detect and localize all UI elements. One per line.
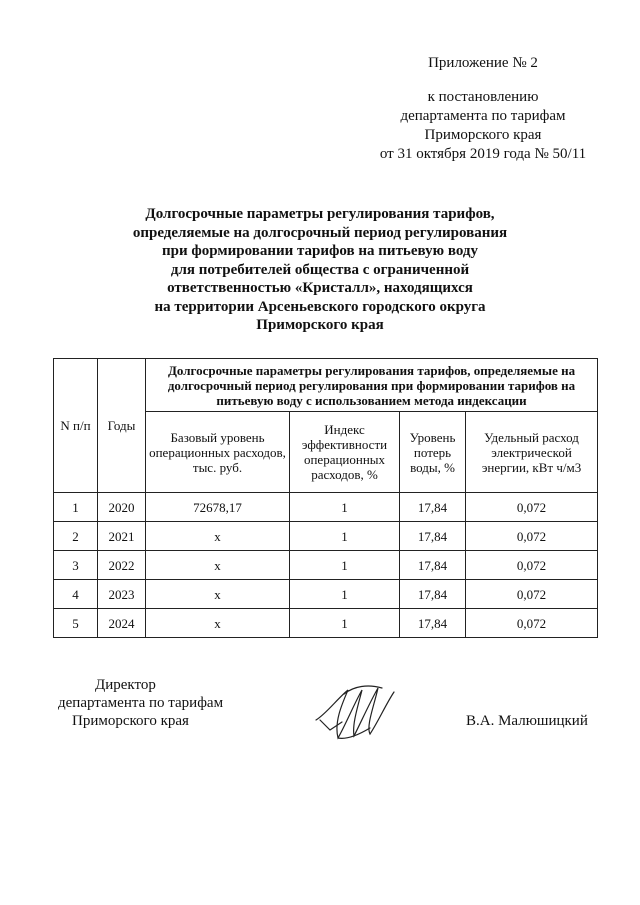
appendix-line: от 31 октября 2019 года № 50/11 [379, 146, 587, 162]
title-line: Приморского края [256, 317, 384, 333]
cell-year: 2023 [98, 580, 146, 609]
header-energy-use: Удельный расход электрической энергии, кВт ч/м3 [466, 412, 598, 493]
title-line: при формировании тарифов на питьевую воду [162, 243, 478, 259]
cell-energy: 0,072 [466, 609, 598, 638]
cell-energy: 0,072 [466, 493, 598, 522]
appendix-line: к постановлению [427, 89, 539, 105]
header-year: Годы [98, 359, 146, 493]
signer-title-line: департамента по тарифам [58, 695, 224, 711]
table-row [54, 551, 598, 580]
signer-title-line: Директор [95, 677, 156, 693]
appendix-line: департамента по тарифам [400, 108, 566, 124]
title-line: на территории Арсеньевского городского округа [154, 298, 486, 315]
header-efficiency-index: Индекс эффективности операционных расходов, % [290, 412, 400, 493]
cell-num: 5 [54, 609, 98, 638]
cell-loss: 17,84 [400, 522, 466, 551]
cell-index: 1 [290, 609, 400, 638]
cell-base: х [146, 522, 290, 551]
cell-num: 3 [54, 551, 98, 580]
cell-index: 1 [290, 493, 400, 522]
cell-year: 2024 [98, 609, 146, 638]
cell-loss: 17,84 [400, 580, 466, 609]
cell-energy: 0,072 [466, 522, 598, 551]
document-title [80, 205, 560, 335]
header-num: N п/п [54, 359, 98, 493]
appendix-block [373, 54, 593, 164]
table-row [54, 522, 598, 551]
appendix-number: Приложение № 2 [428, 55, 538, 71]
header-group: Долгосрочные параметры регулирования тарифов, определяемые на долгосрочный период регулирования при формировании тарифов на питьевую воду с использованием метода индексации [146, 359, 598, 412]
cell-base: х [146, 551, 290, 580]
cell-year: 2022 [98, 551, 146, 580]
header-water-loss: Уровень потерь воды, % [400, 412, 466, 493]
cell-energy: 0,072 [466, 551, 598, 580]
cell-energy: 0,072 [466, 580, 598, 609]
cell-index: 1 [290, 522, 400, 551]
signer-name: В.А. Малюшицкий [466, 713, 588, 729]
cell-base: х [146, 580, 290, 609]
cell-index: 1 [290, 580, 400, 609]
table-row [54, 609, 598, 638]
cell-year: 2021 [98, 522, 146, 551]
cell-loss: 17,84 [400, 493, 466, 522]
appendix-line: Приморского края [424, 127, 542, 143]
cell-year: 2020 [98, 493, 146, 522]
cell-num: 4 [54, 580, 98, 609]
header-base-costs: Базовый уровень операционных расходов, тыс. руб. [146, 412, 290, 493]
title-line: ответственностью «Кристалл», находящихся [167, 280, 473, 296]
cell-loss: 17,84 [400, 609, 466, 638]
signer-title-line: Приморского края [72, 713, 189, 729]
cell-loss: 17,84 [400, 551, 466, 580]
title-line: для потребителей общества с ограниченной [170, 261, 470, 278]
parameters-table [53, 358, 598, 638]
cell-base: 72678,17 [146, 493, 290, 522]
title-line: Долгосрочные параметры регулирования тарифов, [145, 206, 495, 222]
cell-num: 2 [54, 522, 98, 551]
title-line: определяемые на долгосрочный период регулирования [132, 224, 508, 241]
handwritten-signature [308, 676, 403, 746]
cell-base: х [146, 609, 290, 638]
table-row [54, 493, 598, 522]
cell-num: 1 [54, 493, 98, 522]
table-row [54, 580, 598, 609]
cell-index: 1 [290, 551, 400, 580]
